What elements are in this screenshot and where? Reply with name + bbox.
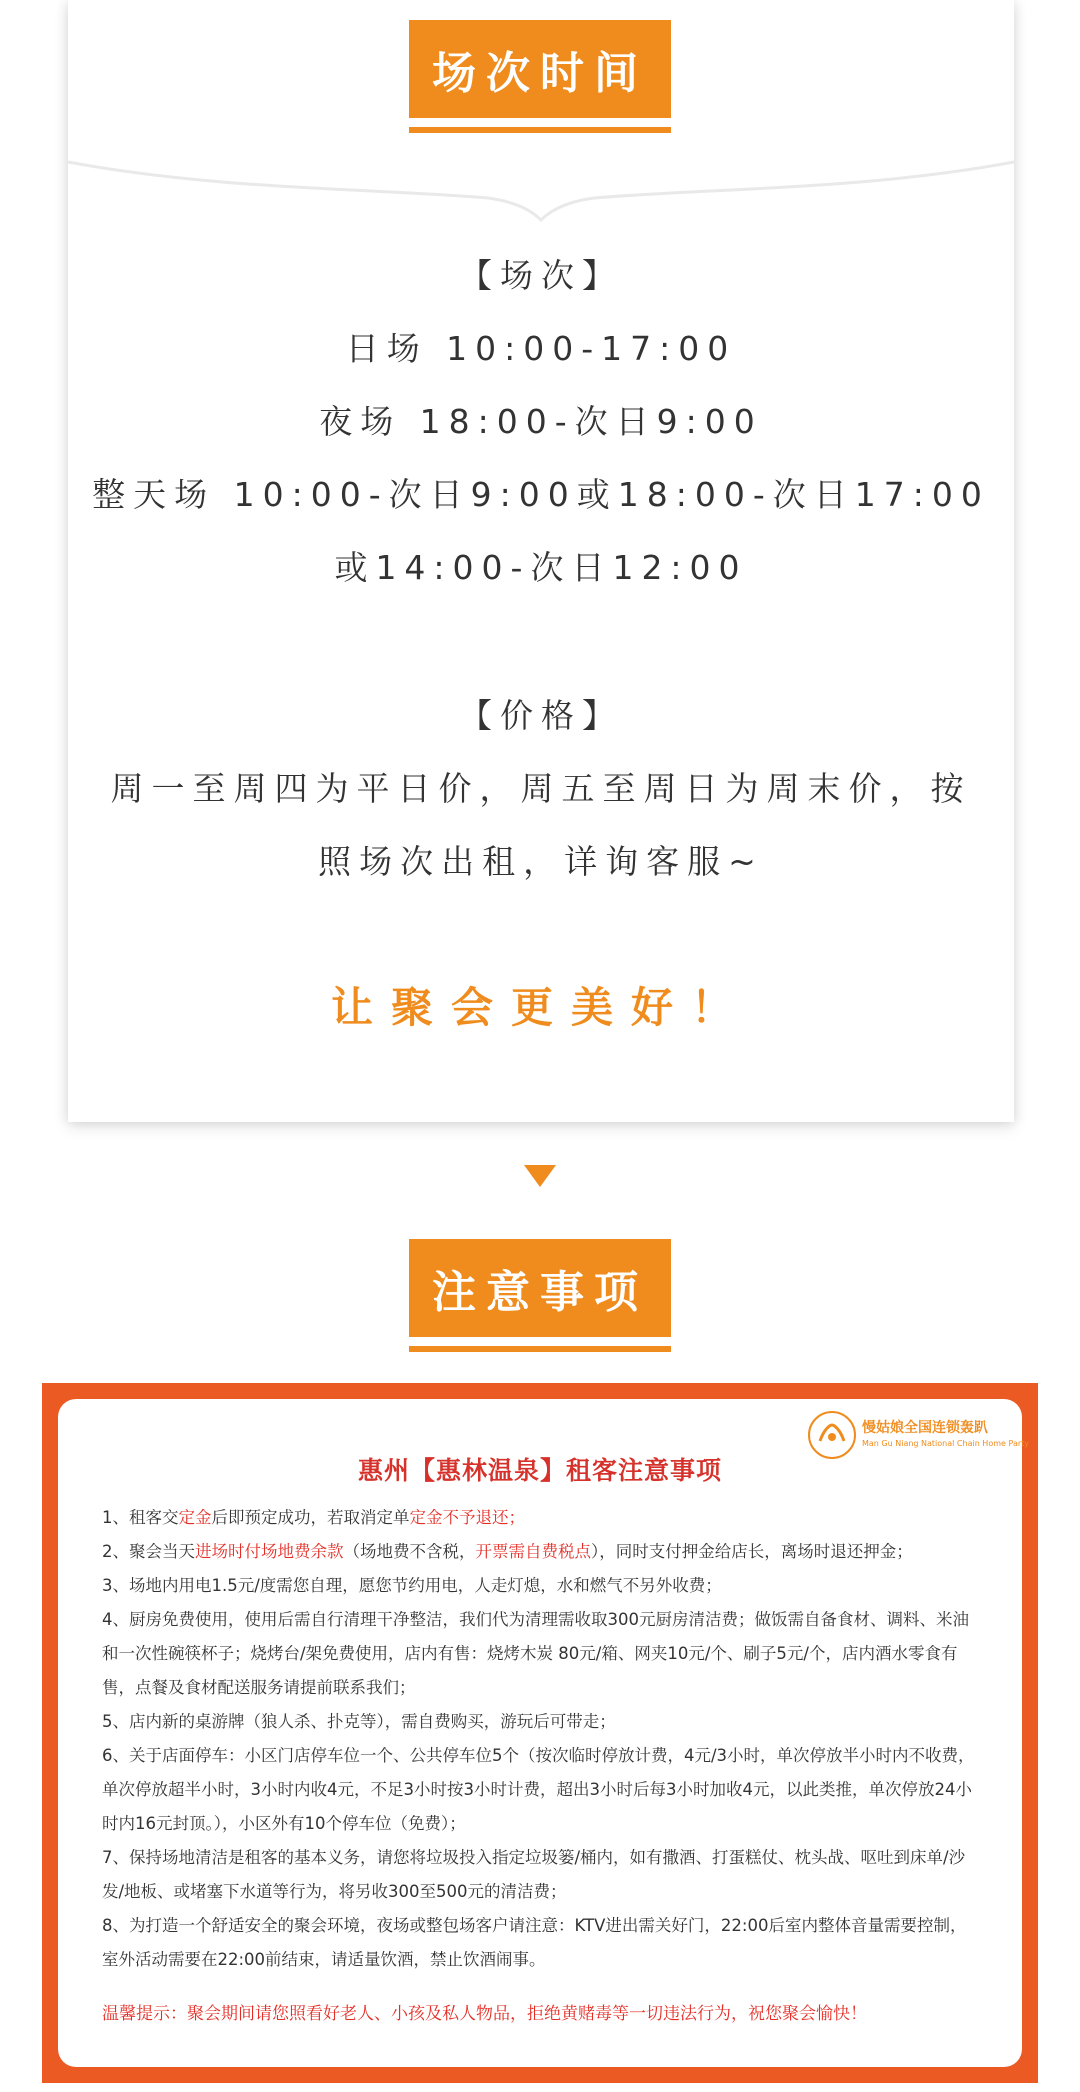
rule-item: 7、保持场地清洁是租客的基本义务，请您将垃圾投入指定垃圾篓/桶内，如有撒酒、打蛋糕仗、枕头战、呕吐到床单/沙发/地板、或堵塞下水道等行为，将另收300至500元的清洁费； — [102, 1848, 966, 1901]
notice-title: 注意事项 — [409, 1239, 671, 1337]
notice-panel — [42, 1383, 1038, 2083]
rule-item: 6、关于店面停车：小区门店停车位一个、公共停车位5个（按次临时停放计费，4元/3小时，单次停放半小时内不收费，单次停放超半小时，3小时内收4元，不足3小时按3小时计费，超出3小时后每3小时加收4元，以此类推，单次停放24小时内16元封顶。），小区外有10个停车位（免费）； — [102, 1746, 975, 1833]
slogan: 让聚会更美好！ — [330, 983, 751, 1032]
notice-panel-title: 惠州【惠林温泉】租客注意事项 — [357, 1456, 722, 1485]
rules-list — [102, 1501, 978, 1977]
rule-item: 2、聚会当天进场时付场地费余款（场地费不含税，开票需自费税点），同时支付押金给店长，离场时退还押金； — [102, 1542, 913, 1561]
schedule-title: 场次时间 — [409, 20, 671, 118]
session-line-day: 日场 10:00-17:00 — [345, 329, 737, 368]
rule-item: 3、场地内用电1.5元/度需您自理，愿您节约用电，人走灯熄，水和燃气不另外收费； — [102, 1576, 722, 1595]
session-line-night: 夜场 18:00-次日9:00 — [319, 402, 763, 441]
session-line-fullday-alt: 或14:00-次日12:00 — [334, 548, 748, 587]
price-line-1: 周一至周四为平日价，周五至周日为周末价，按 — [110, 769, 972, 808]
rule-item: 4、厨房免费使用，使用后需自行清理干净整洁，我们代为清理需收取300元厨房清洁费；做饭需自备食材、调料、米油和一次性碗筷杯子；烧烤台/架免费使用，店内有售：烧烤木炭 80元/箱、网夹10元/个、刷子5元/个，店内酒水零食有售，点餐及食材配送服务请提前联系我们； — [102, 1610, 969, 1697]
price-line-2: 照场次出租，详询客服~ — [318, 842, 764, 881]
price-heading: 【价格】 — [459, 696, 623, 735]
schedule-title-underline — [409, 127, 671, 133]
rule-item: 1、租客交定金后即预定成功，若取消定单定金不予退还； — [102, 1508, 525, 1527]
session-line-fullday: 整天场 10:00-次日9:00或18:00-次日17:00 — [92, 475, 990, 514]
rule-item: 5、店内新的桌游牌（狼人杀、扑克等），需自费购买，游玩后可带走； — [102, 1712, 616, 1731]
session-heading: 【场次】 — [459, 256, 623, 295]
warm-tip: 温馨提示：聚会期间请您照看好老人、小孩及私人物品，拒绝黄赌毒等一切违法行为，祝您聚会愉快！ — [102, 2004, 867, 2024]
notice-title-underline — [409, 1346, 671, 1352]
wave-divider — [68, 150, 1014, 230]
brand-logo-name: 慢姑娘全国连锁轰趴 — [862, 1420, 988, 1436]
notice-panel-inner — [58, 1399, 1029, 2067]
brand-logo-subtitle: Man Gu Niang National Chain Home Party — [862, 1439, 1029, 1448]
rule-item: 8、为打造一个舒适安全的聚会环境，夜场或整包场客户请注意：KTV进出需关好门，22:00后室内整体音量需要控制，室外活动需要在22:00前结束，请适量饮酒，禁止饮酒闹事。 — [102, 1916, 967, 1969]
down-arrow-icon — [524, 1165, 556, 1187]
